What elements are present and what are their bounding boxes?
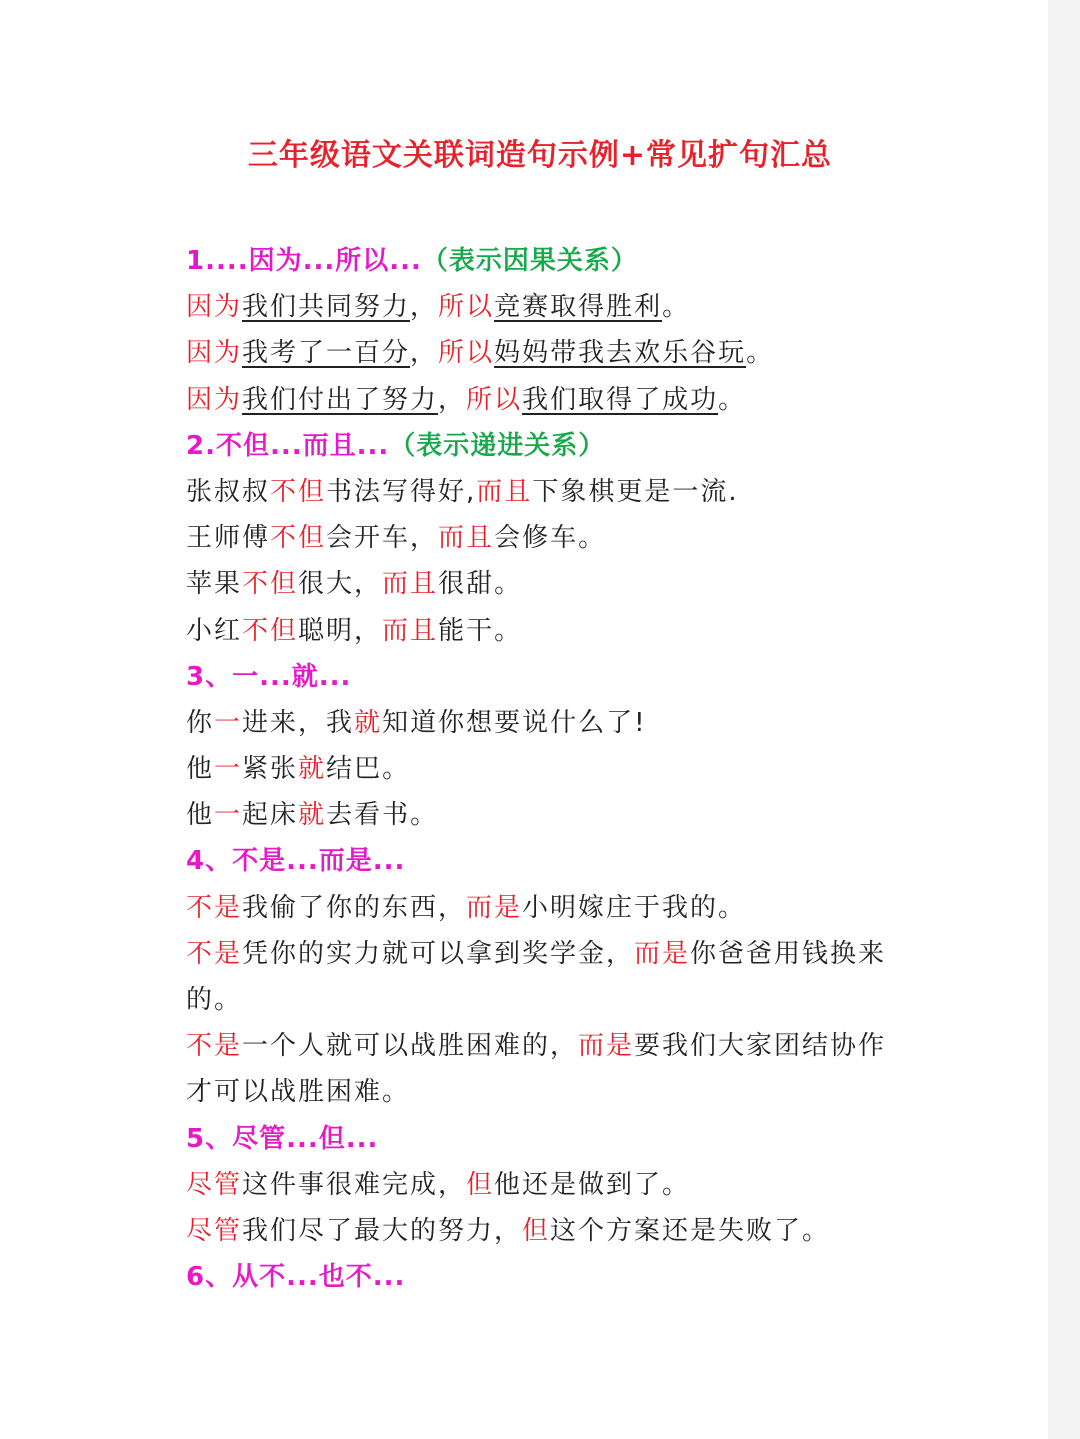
- example-sentence: [186, 746, 906, 792]
- section-note: （表示递进关系）: [389, 430, 606, 461]
- section-heading: [186, 238, 906, 284]
- example-sentence: [186, 1162, 906, 1208]
- section-heading-text: 6、从不...也不...: [186, 1262, 406, 1293]
- conjunction-keyword: 但: [522, 1216, 551, 1246]
- sentence-text: 我们付出了努力: [242, 384, 439, 415]
- conjunction-keyword: 尽管: [186, 1216, 243, 1246]
- sentence-text: 我考了一百分: [242, 338, 411, 369]
- example-sentence: [186, 330, 906, 376]
- sentence-text: 小明嫁庄于我的。: [522, 892, 747, 923]
- sentence-text: 我们尽了最大的努力，: [242, 1216, 523, 1246]
- sentence-text: 你爸爸用钱换来的。: [186, 938, 887, 1016]
- example-sentence: [186, 885, 906, 931]
- example-sentence: [186, 608, 906, 654]
- section-heading-text: 4、不是...而是...: [186, 846, 406, 877]
- example-sentence: [186, 700, 906, 746]
- sentence-text: 结巴。: [326, 754, 411, 785]
- sentence-text: 知道你想要说什么了!: [382, 707, 647, 738]
- sentence-text: 他: [186, 754, 215, 785]
- conjunction-keyword: 尽管: [186, 1169, 243, 1200]
- sentence-text: 。: [718, 384, 747, 415]
- conjunction-keyword: 所以: [438, 338, 495, 369]
- sentence-text: 聪明，: [298, 615, 383, 646]
- sentence-text: 这件事很难完成，: [242, 1169, 467, 1200]
- section-heading: [186, 1254, 906, 1300]
- section-heading: [186, 654, 906, 700]
- sentence-text: ，: [410, 338, 439, 369]
- section-heading: [186, 1116, 906, 1162]
- content-body: [186, 238, 906, 1300]
- conjunction-keyword: 因为: [186, 384, 243, 415]
- sentence-text: 张叔叔: [186, 476, 271, 507]
- example-sentence: [186, 1023, 906, 1115]
- sentence-text: 王师傅: [186, 523, 271, 554]
- conjunction-keyword: 一: [214, 754, 243, 785]
- page-title: 三年级语文关联词造句示例+常见扩句汇总: [247, 138, 833, 173]
- example-sentence: [186, 561, 906, 607]
- section-heading-text: 3、一...就...: [186, 661, 352, 692]
- conjunction-keyword: 不但: [270, 523, 327, 554]
- sentence-text: ，: [410, 292, 439, 323]
- sentence-text: 进来，我: [242, 707, 355, 738]
- sentence-text: 紧张: [242, 754, 299, 785]
- section-heading-text: 2.不但...而且...: [186, 430, 390, 461]
- example-sentence: [186, 931, 906, 1023]
- conjunction-keyword: 不但: [270, 476, 327, 507]
- conjunction-keyword: 而且: [382, 615, 439, 646]
- sentence-text: 很甜。: [438, 569, 523, 600]
- conjunction-keyword: 而是: [466, 892, 523, 923]
- conjunction-keyword: 就: [298, 800, 327, 831]
- sentence-text: 。: [746, 338, 775, 369]
- sentence-text: ，: [438, 384, 467, 415]
- conjunction-keyword: 不是: [186, 892, 243, 923]
- sentence-text: 妈妈带我去欢乐谷玩: [494, 338, 747, 369]
- conjunction-keyword: 而是: [634, 938, 691, 969]
- conjunction-keyword: 所以: [466, 384, 523, 415]
- sentence-text: 起床: [242, 800, 299, 831]
- sentence-text: 下象棋更是一流.: [532, 476, 739, 507]
- conjunction-keyword: 因为: [186, 338, 243, 369]
- conjunction-keyword: 就: [354, 707, 383, 738]
- section-heading: [186, 423, 906, 469]
- sentence-text: 你: [186, 707, 215, 738]
- sentence-text: 能干。: [438, 615, 523, 646]
- conjunction-keyword: 但: [466, 1169, 495, 1200]
- section-note: （表示因果关系）: [421, 246, 638, 276]
- section-heading-text: 1....因为...所以...: [186, 246, 422, 276]
- conjunction-keyword: 而且: [382, 569, 439, 600]
- sentence-text: 很大，: [298, 569, 383, 600]
- conjunction-keyword: 所以: [438, 292, 495, 323]
- example-sentence: [186, 1208, 906, 1254]
- section-heading-text: 5、尽管...但...: [186, 1123, 379, 1154]
- sentence-text: 小红: [186, 615, 243, 646]
- sentence-text: 一个人就可以战胜困难的，: [242, 1031, 579, 1062]
- sentence-text: 要我们大家团结协作才可以战胜困难。: [186, 1031, 887, 1108]
- sentence-text: 书法写得好,: [326, 476, 477, 507]
- sentence-text: 这个方案还是失败了。: [550, 1216, 831, 1246]
- sentence-text: 。: [662, 292, 691, 323]
- example-sentence: [186, 792, 906, 838]
- sentence-text: 去看书。: [326, 800, 439, 831]
- conjunction-keyword: 而且: [438, 523, 495, 554]
- conjunction-keyword: 不是: [186, 938, 243, 969]
- example-sentence: [186, 469, 906, 515]
- sentence-text: 我们取得了成功: [522, 384, 719, 415]
- sentence-text: 凭你的实力就可以拿到奖学金，: [242, 938, 635, 969]
- sentence-text: 他: [186, 800, 215, 831]
- sentence-text: 会开车，: [326, 523, 439, 554]
- conjunction-keyword: 因为: [186, 292, 243, 323]
- sentence-text: 苹果: [186, 569, 243, 600]
- conjunction-keyword: 不但: [242, 569, 299, 600]
- example-sentence: [186, 515, 906, 561]
- conjunction-keyword: 而是: [578, 1031, 635, 1062]
- conjunction-keyword: 不是: [186, 1031, 243, 1062]
- sentence-text: 会修车。: [494, 523, 607, 554]
- conjunction-keyword: 而且: [476, 476, 533, 507]
- sentence-text: 他还是做到了。: [494, 1169, 691, 1200]
- section-heading: [186, 838, 906, 884]
- example-sentence: [186, 377, 906, 423]
- sentence-text: 我偷了你的东西，: [242, 892, 467, 923]
- conjunction-keyword: 不但: [242, 615, 299, 646]
- conjunction-keyword: 一: [214, 707, 243, 738]
- sentence-text: 竞赛取得胜利: [494, 292, 663, 323]
- conjunction-keyword: 就: [298, 754, 327, 785]
- conjunction-keyword: 一: [214, 800, 243, 831]
- sentence-text: 我们共同努力: [242, 292, 411, 323]
- example-sentence: [186, 284, 906, 330]
